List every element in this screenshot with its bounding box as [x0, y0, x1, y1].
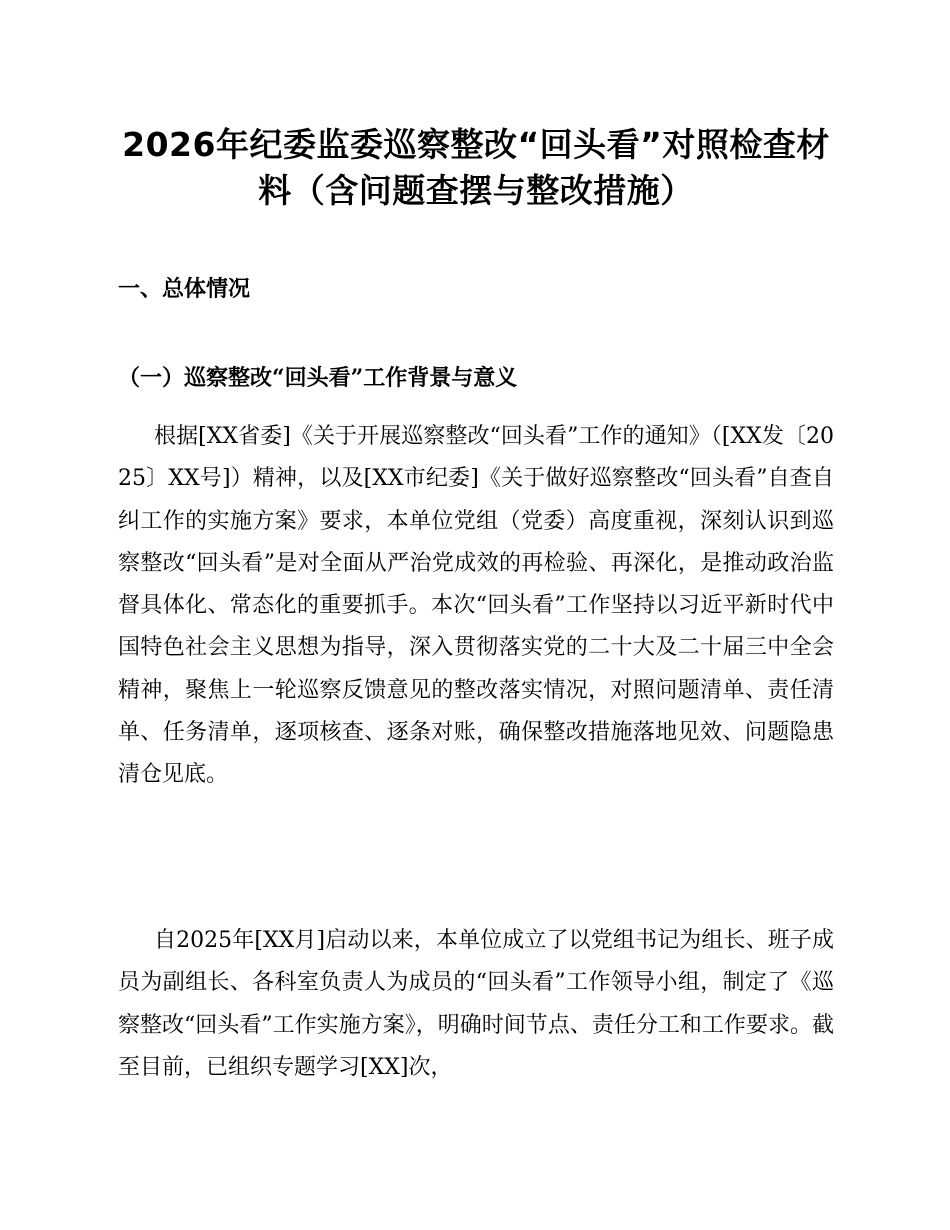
subsection-heading-background: （一）巡察整改“回头看”工作背景与意义 — [118, 365, 518, 391]
document-title: 2026年纪委监委巡察整改“回头看”对照检查材料（含问题查摆与整改措施） — [122, 125, 830, 210]
section-heading-overview: 一、总体情况 — [118, 277, 251, 302]
body-paragraph-2: 自2025年[XX月]启动以来，本单位成立了以党组书记为组长、班子成员为副组长、各科室负责人为成员的“回头看”工作领导小组，制定了《巡察整改“回头看”工作实施方案》，明确时间节点、责任分工和工作要求。截至目前，已组织专题学习[XX]次， — [118, 928, 834, 1080]
body-paragraph-1: 根据[XX省委]《关于开展巡察整改“回头看”工作的通知》（[XX发〔2025〕XX号]）精神，以及[XX市纪委]《关于做好巡察整改“回头看”自查自纠工作的实施方案》要求，本单位党组（党委）高度重视，深刻认识到巡察整改“回头看”是对全面从严治党成效的再检验、再深化，是推动政治监督具体化、常态化的重要抓手。本次“回头看”工作坚持以习近平新时代中国特色社会主义思想为指导，深入贯彻落实党的二十大及二十届三中全会精神，聚焦上一轮巡察反馈意见的整改落实情况，对照问题清单、责任清单、任务清单，逐项核查、逐条对账，确保整改措施落地见效、问题隐患清仓见底。 — [118, 424, 834, 788]
